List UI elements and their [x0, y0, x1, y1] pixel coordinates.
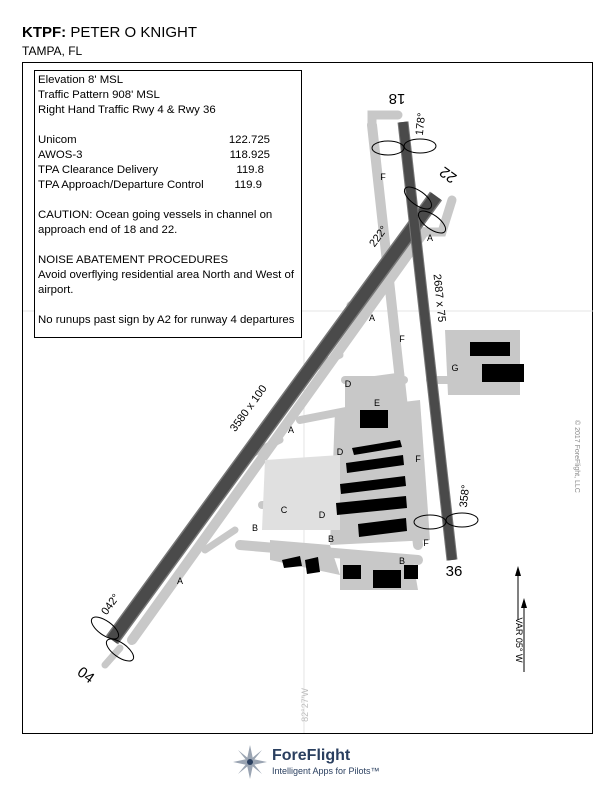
frequency-awos: [38, 148, 298, 163]
taxiway-label-f-end: F: [423, 538, 429, 548]
taxiway-label-c: C: [280, 505, 288, 515]
apron-south: [270, 540, 340, 575]
airport-info-box: [34, 70, 302, 338]
runway-label-18: 18: [388, 90, 406, 107]
taxiway-label-b-east: B: [398, 556, 406, 566]
copyright: © 2017 ForeFlight, LLC: [573, 420, 580, 493]
right-hand-traffic: Right Hand Traffic Rwy 4 & Rwy 36: [38, 104, 216, 116]
heading-222: 222°: [367, 223, 391, 250]
frequency-approach: [38, 178, 298, 193]
runway-label-22: 22: [436, 162, 461, 187]
frequency-unicom: [38, 133, 298, 148]
frequency-value: 119.9: [234, 179, 262, 191]
traffic-pattern: Traffic Pattern 908' MSL: [38, 89, 160, 101]
building-south-1: [343, 565, 361, 579]
longitude-label: 82°27'W: [300, 688, 310, 722]
taxiway-label-a-mid: A: [368, 313, 376, 323]
noise-abatement-title: NOISE ABATEMENT PROCEDURES: [38, 254, 229, 266]
frequency-name: TPA Approach/Departure Control: [38, 179, 204, 191]
runway-label-36: 36: [445, 563, 463, 580]
frequency-clearance: [38, 163, 298, 178]
building-e: [360, 410, 388, 428]
airport-ident: KTPF:: [22, 24, 67, 41]
frequency-name: TPA Clearance Delivery: [38, 164, 159, 176]
building-south-3: [404, 565, 418, 579]
airport-city: TAMPA, FL: [22, 44, 83, 58]
taxiway-label-b-west: B: [251, 523, 259, 533]
frequency-name: AWOS-3: [38, 149, 83, 161]
runway-04-22-dims: 3580 x 100: [227, 383, 270, 435]
taxiway-label-f-north: F: [380, 172, 386, 182]
foreflight-tagline: Intelligent Apps for Pilots™: [272, 766, 380, 776]
hangar-east-2: [482, 364, 524, 382]
frequency-value: 118.925: [229, 149, 270, 161]
heading-042: 042°: [99, 591, 123, 618]
runup-note: No runups past sign by A2 for runway 4 departures: [38, 314, 295, 326]
magnetic-variation: VAR 05° W: [514, 617, 524, 663]
heading-178: 178°: [413, 112, 429, 137]
heading-358: 358°: [457, 484, 473, 509]
taxiway-label-b-mid: B: [327, 534, 335, 544]
noise-abatement-text: Avoid overflying residential area North and West of airport.: [38, 269, 295, 296]
frequency-value: 122.725: [228, 134, 270, 146]
elevation: Elevation 8' MSL: [38, 74, 124, 86]
foreflight-logo: [232, 744, 402, 782]
taxiway-label-e: E: [373, 398, 381, 408]
frequency-value: 119.8: [236, 164, 264, 176]
runway-18-36-dims: 2687 x 75: [430, 273, 448, 323]
hangar-east-1: [470, 342, 510, 356]
building-sw-2: [305, 557, 320, 574]
taxiway-label-d-north: D: [344, 379, 352, 389]
taxiway-label-f-mid: F: [399, 334, 405, 344]
apron-west: [262, 455, 340, 530]
frequency-name: Unicom: [38, 134, 77, 146]
runway-label-04: 04: [73, 663, 98, 688]
caution-note: CAUTION: Ocean going vessels in channel on approach end of 18 and 22.: [38, 209, 273, 236]
true-north-arrow: [521, 598, 527, 608]
taxiway-label-a-center: A: [287, 425, 295, 435]
taxiway-label-f-south: F: [415, 454, 421, 464]
taxiway-label-a-sw: A: [176, 576, 184, 586]
foreflight-brand: ForeFlight: [272, 747, 351, 764]
taxiway-label-a-ne: A: [426, 233, 434, 243]
taxiway-label-d-south: D: [318, 510, 326, 520]
building-south-2: [373, 570, 401, 588]
taxiway-label-d-mid: D: [336, 447, 344, 457]
airport-name: PETER O KNIGHT: [70, 24, 198, 41]
taxiway-north-stub: [372, 115, 398, 125]
taxiway-label-g: G: [451, 363, 459, 373]
foreflight-compass-icon: [232, 744, 268, 780]
magnetic-north-arrow: [515, 566, 521, 576]
